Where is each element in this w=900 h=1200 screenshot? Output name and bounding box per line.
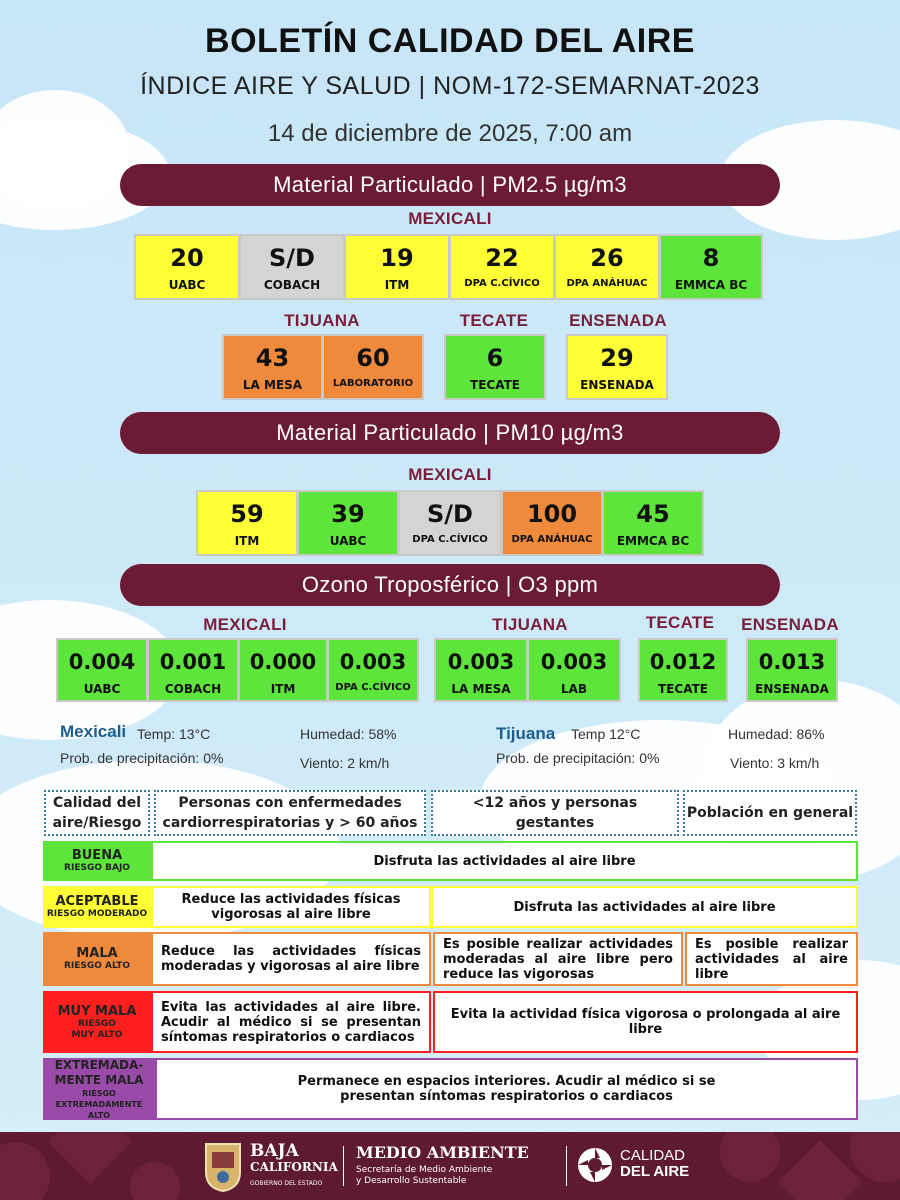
baja-california-logo: BAJA CALIFORNIA GOBIERNO DEL ESTADO <box>250 1141 338 1187</box>
pm10-banner: Material Particulado | PM10 µg/m3 <box>120 412 780 454</box>
footer-pattern <box>130 1162 180 1200</box>
medio-ambiente-logo: MEDIO AMBIENTE Secretaría de Medio Ambiente y Desarrollo Sustentable <box>356 1143 529 1186</box>
station-name: ENSENADA <box>580 378 654 392</box>
recommendation-aceptable-rest: Disfruta las actividades al aire libre <box>431 886 858 928</box>
o3-mexicali-label: MEXICALI <box>203 615 287 634</box>
weather-tijuana-precip: Prob. de precipitación: 0% <box>496 750 660 766</box>
level-risk: RIESGO ALTO <box>63 961 131 971</box>
footer-pattern <box>720 1132 780 1182</box>
weather-mexicali-city: Mexicali <box>60 722 127 741</box>
pm10-station-dpa-civico <box>398 490 502 556</box>
station-value: 39 <box>331 500 365 528</box>
station-name: ITM <box>270 682 296 696</box>
pm25-banner: Material Particulado | PM2.5 µg/m3 <box>120 164 780 206</box>
station-name: LA MESA <box>242 378 303 392</box>
station-value: 100 <box>526 500 578 528</box>
pm25-station-cobach <box>239 234 345 300</box>
weather-tijuana-humidity: Humedad: 86% <box>728 726 825 742</box>
station-value: S/D <box>427 500 473 528</box>
station-value: 0.003 <box>540 650 608 674</box>
pm10-station-emmca <box>602 490 704 556</box>
pm25-tecate-label: TECATE <box>459 311 529 330</box>
station-name: LA MESA <box>451 682 511 696</box>
table-header-children: <12 años y personas gestantes <box>431 790 679 836</box>
station-value: 6 <box>486 344 504 372</box>
o3-station-ensenada <box>746 638 838 702</box>
pm25-station-dpa-civico <box>449 234 555 300</box>
o3-station-cobach <box>147 638 239 702</box>
station-name: DPA ANÁHUAC <box>566 278 648 289</box>
station-name: ITM <box>384 278 410 292</box>
level-name: EXTREMADA-MENTE MALA <box>54 1057 144 1087</box>
level-name: MUY MALA <box>57 1003 137 1019</box>
weather-mexicali-temp: Temp: 13°C <box>137 726 211 742</box>
station-value: 60 <box>356 344 390 372</box>
page-subtitle: ÍNDICE AIRE Y SALUD | NOM-172-SEMARNAT-2023 <box>140 72 760 100</box>
level-name: ACEPTABLE <box>55 894 139 909</box>
pm25-station-laboratorio <box>322 334 424 400</box>
station-name: COBACH <box>263 278 321 292</box>
table-header-risk: Calidad del aire/Riesgo <box>44 790 150 836</box>
footer-pattern <box>850 1132 900 1182</box>
level-risk: RIESGO BAJO <box>64 863 130 873</box>
pm25-station-dpa-anahuac <box>554 234 660 300</box>
o3-ensenada-label: ENSENADA <box>741 615 839 634</box>
pm10-station-dpa-anahuac <box>501 490 603 556</box>
station-name: DPA C.CÍVICO <box>412 534 488 545</box>
o3-banner: Ozono Troposférico | O3 ppm <box>120 564 780 606</box>
pm25-station-tecate <box>444 334 546 400</box>
weather-mexicali-precip: Prob. de precipitación: 0% <box>60 750 224 766</box>
station-value: 19 <box>380 244 414 272</box>
pm25-tijuana-label: TIJUANA <box>284 311 360 330</box>
level-risk: RIESGO MODERADO <box>46 909 148 919</box>
recommendation-aceptable-vulnerable: Reduce las actividades físicas vigorosas al aire libre <box>151 886 431 928</box>
weather-tijuana-city: Tijuana <box>496 724 556 743</box>
recommendation-muy-mala-vulnerable: Evita las actividades al aire libre. Acudir al médico si se presentan síntomas respiratorios o cardiacos <box>151 991 431 1053</box>
station-value: 22 <box>485 244 519 272</box>
station-name: ITM <box>234 534 260 548</box>
station-value: 0.001 <box>159 650 227 674</box>
pm25-station-itm <box>344 234 450 300</box>
footer-divider <box>566 1146 567 1186</box>
station-value: 0.000 <box>249 650 317 674</box>
level-extremadamente-mala <box>43 1058 155 1120</box>
station-name: LABORATORIO <box>332 378 414 389</box>
level-risk: RIESGO MUY ALTO <box>71 1018 123 1040</box>
level-risk: RIESGO EXTREMADAMENTE ALTO <box>55 1088 143 1120</box>
station-name: TECATE <box>470 378 520 392</box>
recommendation-muy-mala-rest: Evita la actividad física vigorosa o prolongada al aire libre <box>433 991 858 1053</box>
footer-pattern <box>48 1132 133 1184</box>
station-name: UABC <box>329 534 367 548</box>
o3-tecate-label: TECATE <box>645 613 715 632</box>
pm25-ensenada-label: ENSENADA <box>569 311 667 330</box>
o3-station-la-mesa <box>434 638 528 702</box>
level-muy-mala <box>43 991 151 1053</box>
o3-station-tecate <box>638 638 728 702</box>
station-name: DPA ANÁHUAC <box>511 534 593 545</box>
station-value: 26 <box>590 244 624 272</box>
station-value: 59 <box>230 500 264 528</box>
weather-tijuana-temp: Temp 12°C <box>571 726 641 742</box>
recommendation-mala-general: Es posible realizar actividades al aire libre <box>685 932 858 986</box>
pm25-station-emmca <box>659 234 763 300</box>
footer-divider <box>343 1146 344 1186</box>
o3-station-uabc <box>56 638 148 702</box>
station-name: UABC <box>83 682 121 696</box>
page-title: BOLETÍN CALIDAD DEL AIRE <box>205 22 695 60</box>
level-name: BUENA <box>71 848 123 863</box>
station-value: 8 <box>702 244 720 272</box>
station-value: 0.003 <box>339 650 407 674</box>
station-value: 0.003 <box>447 650 515 674</box>
o3-station-lab <box>527 638 621 702</box>
station-name: UABC <box>168 278 206 292</box>
bulletin-date: 14 de diciembre de 2025, 7:00 am <box>267 120 633 147</box>
recommendation-extremadamente-mala-all: Permanece en espacios interiores. Acudir al médico si se presentan síntomas respiratorios o cardiacos <box>155 1058 858 1120</box>
station-value: 43 <box>255 344 290 372</box>
station-value: 29 <box>600 344 634 372</box>
pm25-station-ensenada <box>566 334 668 400</box>
station-value: 45 <box>636 500 670 528</box>
station-value: 0.004 <box>68 650 136 674</box>
pm25-mexicali-label: MEXICALI <box>408 209 492 228</box>
calidad-aire-logo-icon <box>576 1146 614 1184</box>
station-value: S/D <box>269 244 315 272</box>
o3-tijuana-label: TIJUANA <box>492 615 568 634</box>
pm10-station-uabc <box>297 490 399 556</box>
level-buena <box>43 841 151 881</box>
level-aceptable <box>43 886 151 928</box>
station-name: DPA C.CÍVICO <box>335 682 411 693</box>
baja-california-shield-icon <box>204 1142 242 1192</box>
level-mala <box>43 932 151 986</box>
station-name: COBACH <box>164 682 222 696</box>
pm10-mexicali-label: MEXICALI <box>408 465 492 484</box>
station-value: 20 <box>170 244 204 272</box>
weather-mexicali-wind: Viento: 2 km/h <box>300 755 390 771</box>
table-header-general: Población en general <box>683 790 857 836</box>
pm25-station-la-mesa <box>222 334 323 400</box>
recommendation-mala-children: Es posible realizar actividades moderadas al aire libre pero reduce las vigorosas <box>433 932 683 986</box>
pm10-station-itm <box>196 490 298 556</box>
weather-mexicali-humidity: Humedad: 58% <box>300 726 397 742</box>
station-value: 0.012 <box>649 650 717 674</box>
footer <box>0 1132 900 1200</box>
calidad-aire-logo: CALIDAD DEL AIRE <box>620 1147 690 1180</box>
station-value: 0.013 <box>758 650 826 674</box>
o3-station-dpa-civico <box>327 638 419 702</box>
o3-station-itm <box>238 638 328 702</box>
level-name: MALA <box>76 946 118 961</box>
weather-tijuana-wind: Viento: 3 km/h <box>730 755 820 771</box>
pm25-station-uabc <box>134 234 240 300</box>
table-header-vulnerable: Personas con enfermedades cardiorrespiratorias y > 60 años <box>154 790 426 836</box>
station-name: EMMCA BC <box>674 278 748 292</box>
footer-pattern <box>0 1142 50 1200</box>
station-name: TECATE <box>658 682 708 696</box>
recommendation-mala-vulnerable: Reduce las actividades físicas moderadas y vigorosas al aire libre <box>151 932 431 986</box>
station-name: DPA C.CÍVICO <box>464 278 540 289</box>
station-name: EMMCA BC <box>616 534 690 548</box>
station-name: LAB <box>560 682 588 696</box>
recommendation-buena-all: Disfruta las actividades al aire libre <box>151 841 858 881</box>
station-name: ENSENADA <box>755 682 829 696</box>
